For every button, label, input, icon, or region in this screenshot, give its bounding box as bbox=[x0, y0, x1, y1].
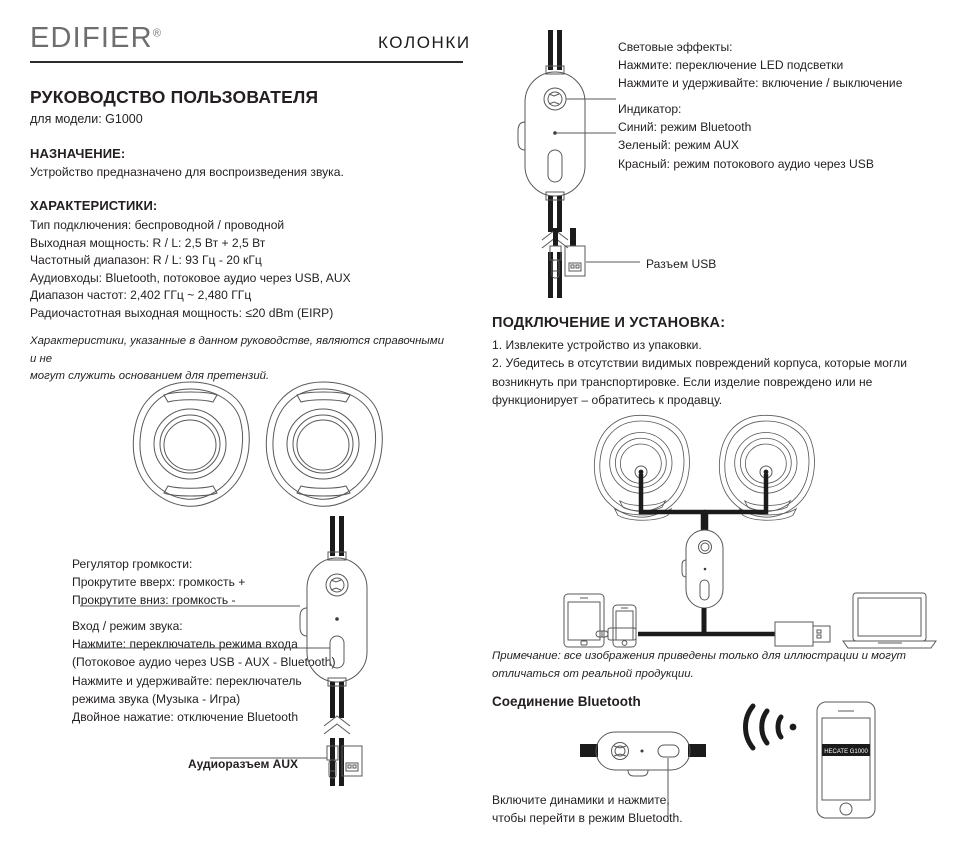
phone-icon bbox=[817, 702, 875, 818]
setup-heading: ПОДКЛЮЧЕНИЕ И УСТАНОВКА: bbox=[492, 315, 726, 331]
purpose-heading: НАЗНАЧЕНИЕ: bbox=[30, 146, 126, 161]
setup-step: 2. Убедитесь в отсутствии видимых повреждений корпуса, которые могли bbox=[492, 356, 907, 371]
callout-line: Световые эффекты: bbox=[618, 40, 733, 54]
note-line: отличаться от реальной продукции. bbox=[492, 667, 694, 680]
cable-upper bbox=[546, 30, 564, 74]
bluetooth-waves-icon bbox=[745, 700, 807, 755]
callout-line: Прокрутите вверх: громкость + bbox=[72, 575, 246, 590]
usb-plug-icon bbox=[342, 746, 362, 776]
light-effects-callout bbox=[618, 38, 902, 93]
specs-list bbox=[30, 217, 351, 323]
callout-line: (Потоковое аудио через USB - AUX - Bluetooth) bbox=[72, 655, 336, 670]
cable-stub-right bbox=[688, 744, 706, 757]
page-title: РУКОВОДСТВО ПОЛЬЗОВАТЕЛЯ bbox=[30, 87, 319, 107]
spec-item: Тип подключения: беспроводной / проводной bbox=[30, 218, 285, 232]
header-divider bbox=[30, 61, 463, 63]
usb-plug-icon bbox=[565, 246, 585, 276]
callout-line: Нажмите: переключатель режима входа bbox=[72, 637, 298, 652]
spec-item: Частотный диапазон: R / L: 93 Гц - 20 кГц bbox=[30, 253, 262, 268]
setup-step: возникнуть при транспортировке. Если изделие повреждено или не bbox=[492, 374, 873, 389]
callout-line: Нажмите: переключение LED подсветки bbox=[618, 58, 844, 73]
phone-icon bbox=[613, 605, 636, 647]
aux-connector-label: Аудиоразъем AUX bbox=[188, 757, 298, 771]
callout-line: Зеленый: режим AUX bbox=[618, 138, 739, 153]
brand-name: EDIFIER bbox=[30, 22, 153, 54]
pairing-phone-illustration bbox=[815, 700, 877, 820]
speaker-cable-right bbox=[706, 474, 766, 530]
note-line: Примечание: все изображения приведены только для иллюстрации и могут bbox=[492, 650, 907, 662]
inline-controller-icon bbox=[518, 72, 585, 196]
callout-line: Синий: режим Bluetooth bbox=[618, 120, 752, 135]
inline-controller-icon bbox=[596, 732, 690, 776]
callout-line: Индикатор: bbox=[618, 102, 682, 116]
spec-item: Аудиовходы: Bluetooth, потоковое аудио через USB, AUX bbox=[30, 270, 351, 285]
aux-plug-icon bbox=[550, 246, 561, 278]
usb-plug-icon bbox=[775, 622, 830, 646]
bluetooth-caption bbox=[492, 792, 683, 827]
brand-logo bbox=[30, 22, 161, 55]
speaker-pair-illustration bbox=[128, 378, 386, 520]
spec-item: Диапазон частот: 2,402 ГГц ~ 2,480 ГГц bbox=[30, 288, 252, 303]
callout-line: Вход / режим звука: bbox=[72, 619, 183, 633]
callout-line: Красный: режим потокового аудио через USB bbox=[618, 156, 874, 171]
bluetooth-heading: Соединение Bluetooth bbox=[492, 694, 641, 709]
tablet-icon bbox=[564, 594, 604, 647]
callout-line: Нажмите и удерживайте: переключатель bbox=[72, 673, 302, 688]
cable-stub-left bbox=[580, 744, 598, 757]
usb-connector-illustration bbox=[540, 228, 660, 290]
illustration-note bbox=[492, 648, 932, 683]
spec-item: Выходная мощность: R / L: 2,5 Вт + 2,5 Вт bbox=[30, 235, 266, 250]
caption-line: чтобы перейти в режим Bluetooth. bbox=[492, 810, 683, 825]
purpose-text: Устройство предназначено для воспроизведения звука. bbox=[30, 165, 344, 179]
disclaimer-line: могут служить основанием для претензий. bbox=[30, 370, 270, 382]
speaker-cable-left bbox=[641, 474, 703, 530]
spec-item: Радиочастотная выходная мощность: ≤20 dBm (EIRP) bbox=[30, 305, 334, 320]
indicator-callout bbox=[618, 100, 874, 173]
phone-device-name: HECATE G1000 bbox=[824, 749, 868, 755]
laptop-icon bbox=[843, 593, 936, 648]
callout-line: Нажмите и удерживайте: включение / выключение bbox=[618, 76, 903, 91]
specs-heading: ХАРАКТЕРИСТИКИ: bbox=[30, 198, 158, 213]
speaker-icon bbox=[133, 382, 249, 506]
category-label: КОЛОНКИ bbox=[378, 33, 471, 52]
setup-steps bbox=[492, 336, 932, 410]
caption-line: Включите динамики и нажмите, bbox=[492, 793, 670, 807]
usb-connector-label: Разъем USB bbox=[646, 257, 717, 271]
registered-mark: ® bbox=[152, 27, 161, 40]
speaker-icon bbox=[266, 382, 382, 506]
callout-line: Двойное нажатие: отключение Bluetooth bbox=[72, 710, 299, 725]
callout-line: Прокрутите вниз: громкость - bbox=[72, 593, 236, 608]
model-line: для модели: G1000 bbox=[30, 112, 143, 126]
volume-callout bbox=[72, 555, 245, 610]
callout-line: Регулятор громкости: bbox=[72, 557, 193, 571]
disclaimer-line: Характеристики, указанные в данном руководстве, являются справочными и не bbox=[30, 335, 444, 365]
connection-diagram bbox=[560, 412, 960, 647]
setup-step: 1. Извлеките устройство из упаковки. bbox=[492, 338, 702, 352]
left-controller-illustration bbox=[290, 516, 400, 796]
inline-controller-icon bbox=[300, 558, 367, 682]
setup-step: функционирует – обратитесь к продавцу. bbox=[492, 393, 723, 408]
inline-controller-icon bbox=[682, 530, 723, 608]
callout-line: режима звука (Музыка - Игра) bbox=[72, 691, 241, 706]
cable-upper bbox=[328, 516, 346, 560]
